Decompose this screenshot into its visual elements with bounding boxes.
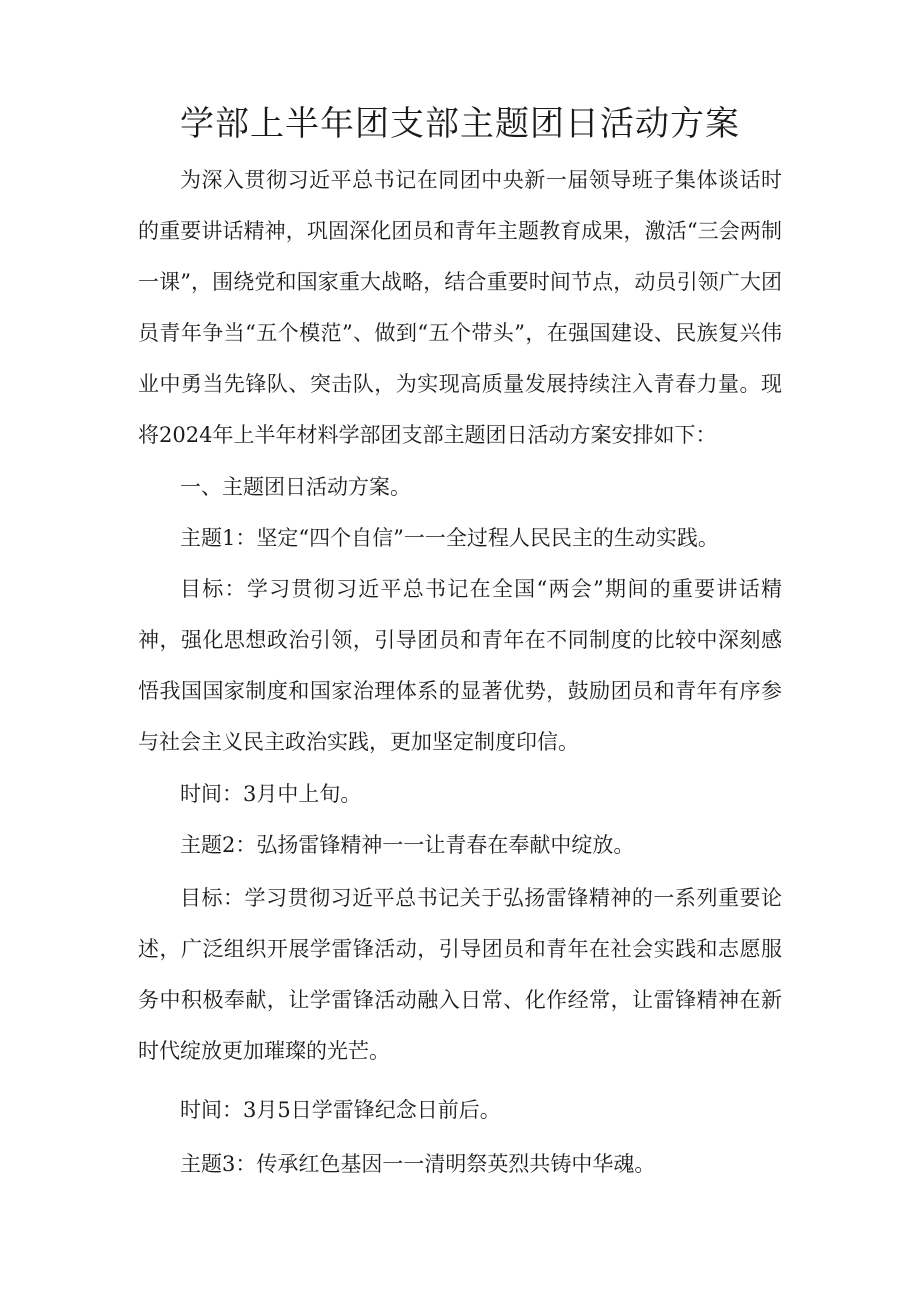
theme2-heading: 主题2：弘扬雷锋精神一一让青春在奉献中绽放。 [180,833,635,857]
document-title: 学部上半年团支部主题团日活动方案 [180,104,740,144]
theme1-time: 时间：3月中上旬。 [180,782,362,806]
theme2-time: 时间：3月5日学雷锋纪念日前后。 [180,1098,501,1122]
theme3-heading: 主题3：传承红色基因一一清明祭英烈共铸中华魂。 [180,1152,656,1176]
intro-paragraph: 为深入贯彻习近平总书记在同团中央新一届领导班子集体谈话时的重要讲话精神，巩固深化团员和青年主题教育成果，激活“三会两制一课”，围绕党和国家重大战略，结合重要时间节点，动员引领广大团员青年争当“五个模范”、做到“五个带头”，在强国建设、民族复兴伟业中勇当先锋队、突击队，为实现高质量发展持续注入青春力量。现将2024年上半年材料学部团支部主题团日活动方案安排如下： [138,168,782,447]
theme1-goal: 目标：学习贯彻习近平总书记在全国“两会”期间的重要讲话精神，强化思想政治引领，引导团员和青年在不同制度的比较中深刻感悟我国国家制度和国家治理体系的显著优势，鼓励团员和青年有序参与社会主义民主政治实践，更加坚定制度印信。 [138,577,782,754]
theme2-goal: 目标：学习贯彻习近平总书记关于弘扬雷锋精神的一系列重要论述，广泛组织开展学雷锋活动，引导团员和青年在社会实践和志愿服务中积极奉献，让学雷锋活动融入日常、化作经常，让雷锋精神在新时代绽放更加璀璨的光芒。 [138,886,782,1063]
section1-heading: 一、主题团日活动方案。 [180,475,411,499]
theme1-heading: 主题1：坚定“四个自信”一一全过程人民民主的生动实践。 [180,526,719,550]
